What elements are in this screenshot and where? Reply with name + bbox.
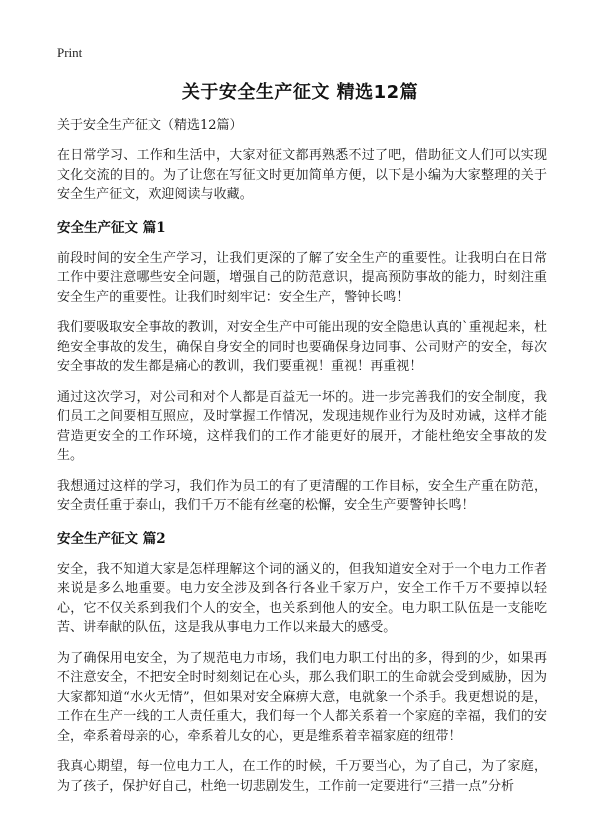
section-heading-2: 安全生产征文 篇2 (57, 530, 166, 547)
article-body (57, 116, 547, 807)
section-2-paragraph-1: 安全，我不知道大家是怎样理解这个词的涵义的，但我知道安全对于一个电力工作者来说是多么地重要。电力安全涉及到各行各业千家万户，安全工作千万不要掉以轻心，它不仅关系到我们个人的安全，也关系到他人的安全。电力职工队伍是一支能吃苦、讲奉献的队伍，这是我从事电力工作以来最大的感受。 (57, 561, 547, 635)
intro-paragraph: 在日常学习、工作和生活中，大家对征文都再熟悉不过了吧，借助征文人们可以实现文化交流的目的。为了让您在写征文时更加简单方便，以下是小编为大家整理的关于安全生产征文，欢迎阅读与收藏。 (57, 148, 547, 202)
section-1-paragraph-2: 我们要吸取安全事故的教训，对安全生产中可能出现的安全隐患认真的`重视起来，杜绝安全事故的发生，确保自身安全的同时也要确保身边同事、公司财产的安全，每次安全事故的发生都是痛心的教训，我们要重视！重视！再重视！ (57, 320, 547, 374)
section-1-paragraph-1: 前段时间的安全生产学习，让我们更深的了解了安全生产的重要性。让我明白在日常工作中要注意哪些安全问题，增强自己的防范意识，提高预防事故的能力，时刻注重安全生产的重要性。让我们时刻牢记：安全生产，警钟长鸣！ (57, 250, 547, 305)
print-link[interactable]: Print (57, 45, 83, 60)
section-1-paragraph-4: 我想通过这样的学习，我们作为员工的有了更清醒的工作目标，安全生产重在防范，安全责任重于泰山，我们千万不能有丝毫的松懈，安全生产要警钟长鸣！ (57, 478, 547, 513)
section-2-paragraph-2: 为了确保用电安全，为了规范电力市场，我们电力职工付出的多，得到的少，如果再不注意安全，不把安全时时刻刻记在心头，那么我们职工的生命就会受到威胁，因为大家都知道“水火无情”，但如果对安全麻痹大意，电就象一个杀手。我更想说的是，工作在生产一线的工人责任重大，我们每一个人都关系着一个家庭的幸福，我们的安全，牵系着母亲的心，牵系着儿女的心，更是维系着幸福家庭的纽带！ (57, 650, 547, 744)
section-2-paragraph-3: 我真心期望，每一位电力工人，在工作的时候，千万要当心，为了自己，为了家庭，为了孩子，保护好自己，杜绝一切悲剧发生，工作前一定要进行“三措一点”分析 (57, 759, 547, 794)
section-heading-1: 安全生产征文 篇1 (57, 219, 166, 236)
article-subtitle: 关于安全生产征文（精选12篇） (57, 118, 243, 133)
section-1-paragraph-3: 通过这次学习，对公司和对个人都是百益无一坏的。进一步完善我们的安全制度，我们员工之间要相互照应，及时掌握工作情况，发现违规作业行为及时劝诫，这样才能营造更安全的工作环境，这样我们的工作才能更好的展开，才能杜绝安全事故的发生。 (57, 389, 547, 463)
page-title: 关于安全生产征文 精选12篇 (181, 82, 419, 103)
